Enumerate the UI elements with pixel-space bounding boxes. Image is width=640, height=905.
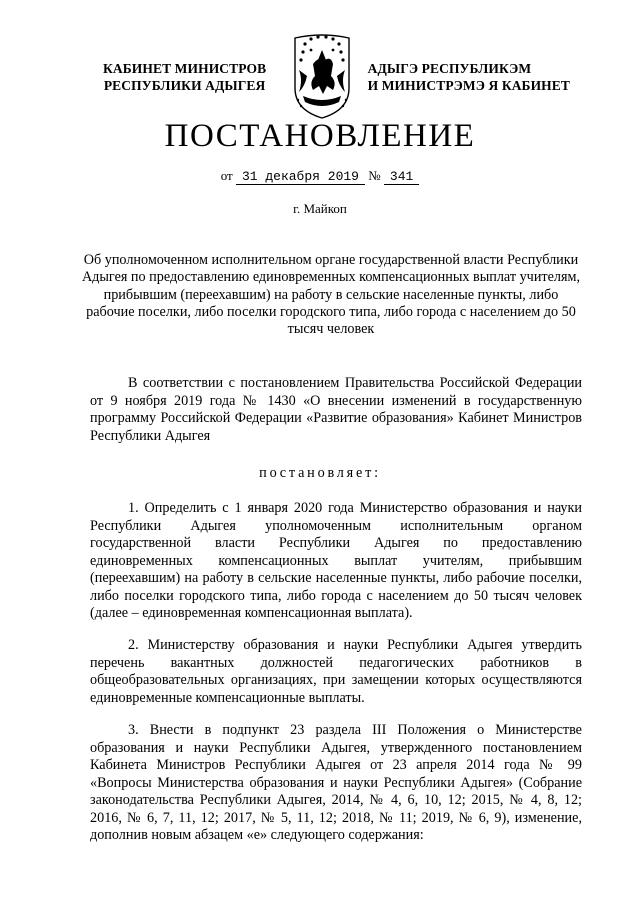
- number-sign: №: [368, 168, 381, 183]
- date-line: [0, 168, 640, 185]
- decree-word: постановляет:: [259, 465, 381, 481]
- document-title: ПОСТАНОВЛЕНИЕ: [164, 118, 476, 154]
- item-paragraph: [90, 722, 582, 845]
- header-right-line1: АДЫГЭ РЕСПУБЛИКЭМ: [367, 61, 532, 76]
- item-1-text: 1. Определить с 1 января 2020 года Министерство образования и науки Республики Адыгея уполномоченным исполнительным органом государственной власти Республики Адыгея по предоставлению единовременных компенсационных выплат учителям, прибывшим (переехавшим) на работу в сельские населенные пункты, либо рабочие поселки, либо поселки городского типа, либо города с населением до 50 тысяч человек (далее – единовременная компенсационная выплата).: [90, 500, 582, 621]
- header-right-line2: И МИНИСТРЭМЭ Я КАБИНЕТ: [367, 78, 570, 93]
- document-number: 341: [384, 170, 419, 185]
- document-subject: Об уполномоченном исполнительном органе государственной власти Республики Адыгея по предоставлению единовременных компенсационных выплат учителям, прибывшим (переехавшим) на работу в сельские населенные пункты, либо рабочие поселки, либо поселки городского типа, либо города с населением до 50 тысяч человек: [81, 252, 581, 338]
- adygea-coat-of-arms-icon: [289, 30, 355, 122]
- item-3-text: 3. Внести в подпункт 23 раздела III Положения о Министерстве образования и науки Республики Адыгея, утвержденного постановлением Кабинета Министров Республики Адыгея от 23 апреля 2014 года № 99 «Вопросы Министерства образования и науки Республики Адыгея» (Собрание законодательства Республики Адыгея, 2014, № 4, 6, 10, 12; 2015, № 4, 8, 12; 2016, № 6, 7, 11, 12; 2017, № 5, 11, 12; 2018, № 11; 2019, № 6, 9), изменение, дополнив новым абзацем «е» следующего содержания:: [90, 722, 582, 843]
- header-left-line1: КАБИНЕТ МИНИСТРОВ: [103, 61, 267, 76]
- city-line: г. Майкоп: [293, 201, 347, 216]
- header-right-ady: [368, 60, 570, 94]
- item-2-text: 2. Министерству образования и науки Республики Адыгея утвердить перечень вакантных должностей педагогических работников в общеобразовательных организациях, при замещении которых осуществляются единовременные компенсационные выплаты.: [90, 637, 582, 706]
- preamble-text: В соответствии с постановлением Правительства Российской Федерации от 9 ноября 2019 года № 1430 «О внесении изменений в государственную программу Российской Федерации «Развитие образования» Кабинет Министров Республики Адыгея: [90, 375, 582, 444]
- date-prefix: от: [220, 168, 233, 183]
- header-left-line2: РЕСПУБЛИКИ АДЫГЕЯ: [103, 78, 266, 93]
- item-paragraph: [90, 500, 582, 623]
- document-date: 31 декабря 2019: [236, 170, 365, 185]
- item-paragraph: [90, 637, 582, 707]
- preamble-paragraph: [90, 375, 582, 445]
- header-left-ru: [103, 60, 266, 94]
